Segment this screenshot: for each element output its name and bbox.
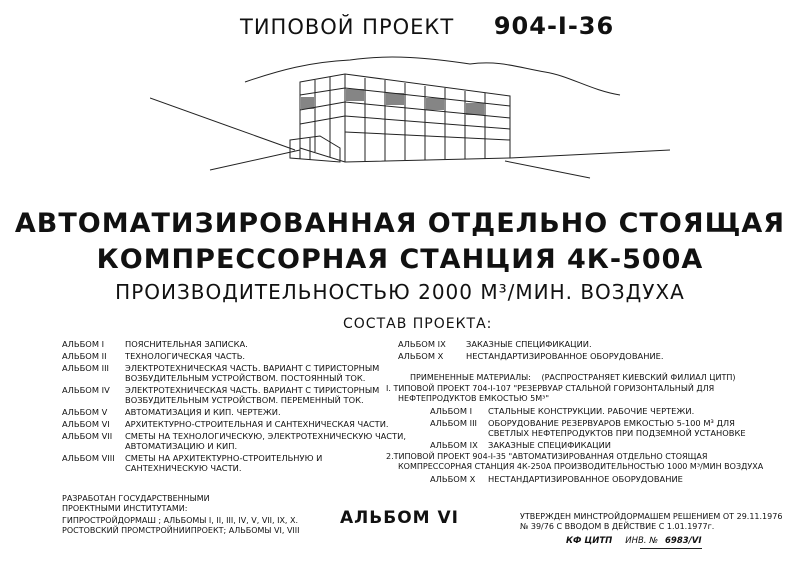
album-description: СВЕТЛЫХ НЕФТЕПРОДУКТОВ ПРИ ПОДЗЕМНОЙ УСТАНОВКЕ xyxy=(488,428,746,438)
album-description: АВТОМАТИЗАЦИЯ И КИП. ЧЕРТЕЖИ. xyxy=(125,407,281,417)
album-label: АЛЬБОМ III xyxy=(62,363,109,373)
album-description: ПОЯСНИТЕЛЬНАЯ ЗАПИСКА. xyxy=(125,339,248,349)
composition-heading: СОСТАВ ПРОЕКТА: xyxy=(343,316,493,332)
album-description: ЭЛЕКТРОТЕХНИЧЕСКАЯ ЧАСТЬ. ВАРИАНТ С ТИРИСТОРНЫМ xyxy=(125,363,380,373)
album-label: АЛЬБОМ II xyxy=(62,351,107,361)
album-label: АЛЬБОМ X xyxy=(430,474,476,484)
album-label: АЛЬБОМ I xyxy=(62,339,105,349)
album-description: ЭЛЕКТРОТЕХНИЧЕСКАЯ ЧАСТЬ. ВАРИАНТ С ТИРИСТОРНЫМ xyxy=(125,385,380,395)
album-label: АЛЬБОМ VIII xyxy=(62,453,115,463)
stamp-inv-number: 6983/VI xyxy=(665,536,702,546)
album-description: СТАЛЬНЫЕ КОНСТРУКЦИИ. РАБОЧИЕ ЧЕРТЕЖИ. xyxy=(488,406,695,416)
album-description: НЕСТАНДАРТИЗИРОВАННОЕ ОБОРУДОВАНИЕ xyxy=(488,474,683,484)
album-description: САНТЕХНИЧЕСКУЮ ЧАСТИ. xyxy=(125,463,242,473)
sheet-title xyxy=(240,12,614,40)
album-label: АЛЬБОМ IV xyxy=(62,385,110,395)
album-label: АЛЬБОМ X xyxy=(398,351,444,361)
album-label: АЛЬБОМ VI xyxy=(62,419,110,429)
approval-line-2: № 39/76 С ВВОДОМ В ДЕЙСТВИЕ С 1.01.1977г. xyxy=(520,522,715,531)
main-title-line-3: ПРОИЗВОДИТЕЛЬНОСТЬЮ 2000 М³/МИН. ВОЗДУХА xyxy=(115,280,685,304)
album-description: АВТОМАТИЗАЦИЮ И КИП. xyxy=(125,441,238,451)
material-item-1-line-2: НЕФТЕПРОДУКТОВ ЕМКОСТЬЮ 5М³" xyxy=(398,394,550,403)
album-description: НЕСТАНДАРТИЗИРОВАННОЕ ОБОРУДОВАНИЕ. xyxy=(466,351,664,361)
album-label: АЛЬБОМ V xyxy=(62,407,108,417)
developers-line-2: ПРОЕКТНЫМИ ИНСТИТУТАМИ: xyxy=(62,504,188,513)
inventory-stamp xyxy=(566,536,702,546)
developers-line-1: РАЗРАБОТАН ГОСУДАРСТВЕННЫМИ xyxy=(62,494,210,503)
album-description: ВОЗБУДИТЕЛЬНЫМ УСТРОЙСТВОМ. ПОСТОЯННЫЙ ТОК. xyxy=(125,373,366,383)
album-description: АРХИТЕКТУРНО-СТРОИТЕЛЬНАЯ И САНТЕХНИЧЕСКАЯ ЧАСТИ. xyxy=(125,419,389,429)
project-number: 904-I-36 xyxy=(493,12,615,40)
stamp-org: КФ ЦИТП xyxy=(566,536,613,546)
main-title-line-2: КОМПРЕССОРНАЯ СТАНЦИЯ 4К-500А xyxy=(96,244,704,275)
building-perspective-drawing xyxy=(150,40,670,180)
project-type-label: ТИПОВОЙ ПРОЕКТ xyxy=(240,15,455,39)
album-description: ЗАКАЗНЫЕ СПЕЦИФИКАЦИИ xyxy=(488,440,612,450)
materials-heading: ПРИМЕНЕННЫЕ МАТЕРИАЛЫ: xyxy=(410,373,531,382)
album-description: СМЕТЫ НА ТЕХНОЛОГИЧЕСКУЮ, ЭЛЕКТРОТЕХНИЧЕСКУЮ ЧАСТИ, xyxy=(125,431,407,441)
stamp-underline xyxy=(640,548,702,549)
materials-heading-line xyxy=(410,373,736,383)
album-label-large: АЛЬБОМ VI xyxy=(340,508,459,528)
developers-line-4: РОСТОВСКИЙ ПРОМСТРОЙНИИПРОЕКТ; АЛЬБОМЫ VI, VIII xyxy=(62,526,300,535)
album-label: АЛЬБОМ I xyxy=(430,406,473,416)
material-item-1-line-1: I. ТИПОВОЙ ПРОЕКТ 704-I-107 "РЕЗЕРВУАР СТАЛЬНОЙ ГОРИЗОНТАЛЬНЫЙ ДЛЯ xyxy=(386,384,715,393)
album-description: СМЕТЫ НА АРХИТЕКТУРНО-СТРОИТЕЛЬНУЮ И xyxy=(125,453,323,463)
material-item-2-line-1: 2.ТИПОВОЙ ПРОЕКТ 904-I-35 "АВТОМАТИЗИРОВАННАЯ ОТДЕЛЬНО СТОЯЩАЯ xyxy=(386,452,708,461)
album-label: АЛЬБОМ IX xyxy=(398,339,446,349)
album-description: ВОЗБУДИТЕЛЬНЫМ УСТРОЙСТВОМ. ПЕРЕМЕННЫЙ ТОК. xyxy=(125,395,364,405)
album-label: АЛЬБОМ IX xyxy=(430,440,478,450)
materials-note: (РАСПРОСТРАНЯЕТ КИЕВСКИЙ ФИЛИАЛ ЦИТП) xyxy=(541,373,736,382)
material-item-2-line-2: КОМПРЕССОРНАЯ СТАНЦИЯ 4К-250А ПРОИЗВОДИТЕЛЬНОСТЬЮ 1000 М³/МИН ВОЗДУХА xyxy=(398,462,764,471)
approval-line-1: УТВЕРЖДЕН МИНСТРОЙДОРМАШЕМ РЕШЕНИЕМ ОТ 29.11.1976 xyxy=(520,512,783,521)
main-title-line-1: АВТОМАТИЗИРОВАННАЯ ОТДЕЛЬНО СТОЯЩАЯ xyxy=(14,208,786,239)
album-description: ЗАКАЗНЫЕ СПЕЦИФИКАЦИИ. xyxy=(466,339,592,349)
album-label: АЛЬБОМ VII xyxy=(62,431,113,441)
stamp-inv-label: ИНВ. № xyxy=(625,536,659,546)
album-description: ТЕХНОЛОГИЧЕСКАЯ ЧАСТЬ. xyxy=(125,351,246,361)
album-description: ОБОРУДОВАНИЕ РЕЗЕРВУАРОВ ЕМКОСТЬЮ 5-100 М³ ДЛЯ xyxy=(488,418,735,428)
album-label: АЛЬБОМ III xyxy=(430,418,477,428)
developers-line-3: ГИПРОСТРОЙДОРМАШ ; АЛЬБОМЫ I, II, III, IV, V, VII, IX, X. xyxy=(62,516,299,525)
